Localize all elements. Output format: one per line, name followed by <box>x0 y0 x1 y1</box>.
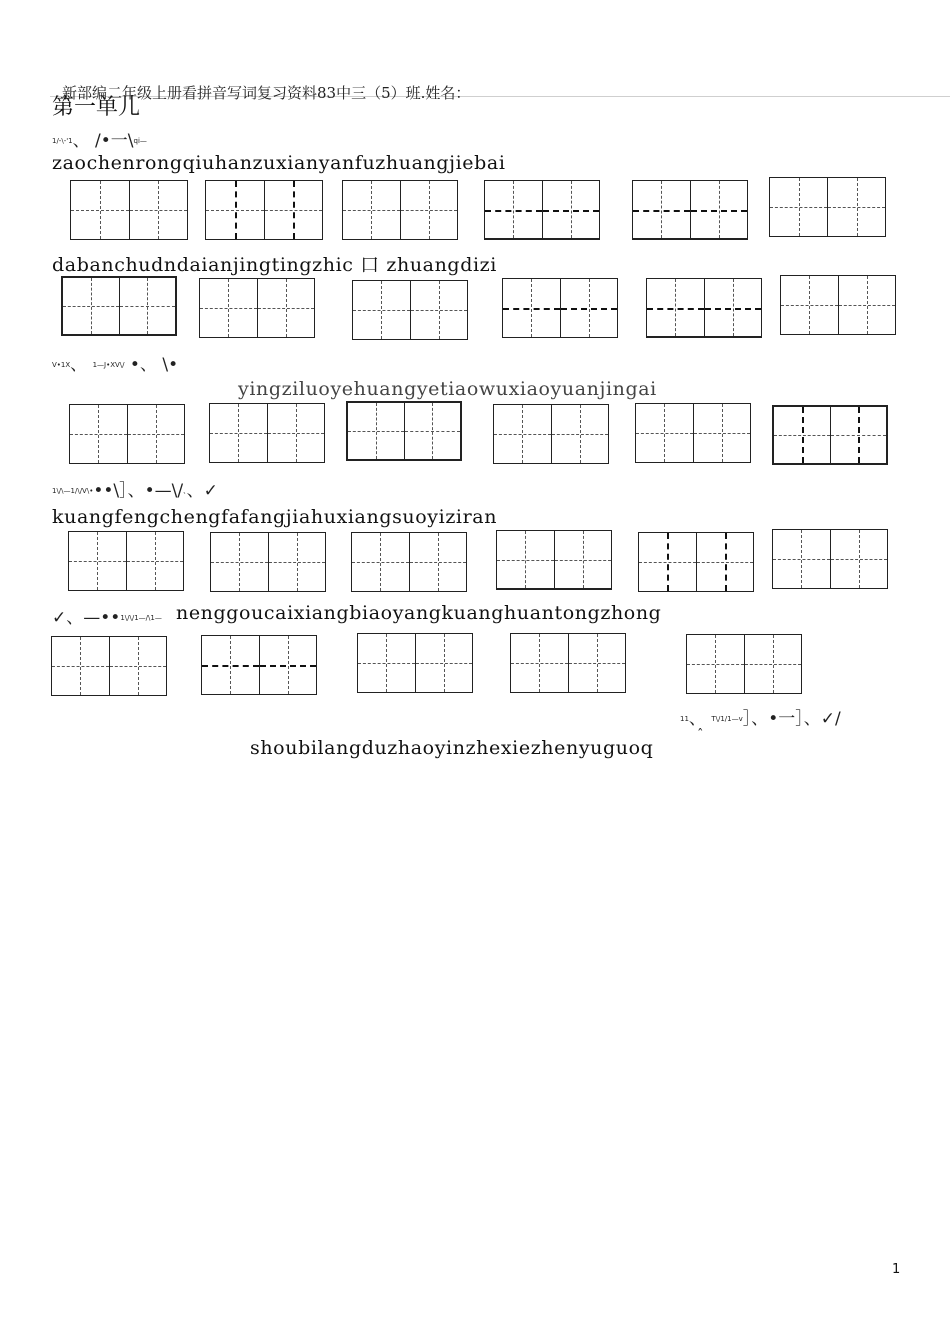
writing-box[interactable] <box>646 278 762 338</box>
writing-box[interactable] <box>510 633 626 693</box>
writing-box[interactable] <box>351 532 467 592</box>
pinyin-line: shoubilangduzhaoyinzhexiezhenyuguoq <box>250 737 654 759</box>
writing-box[interactable] <box>496 530 612 590</box>
writing-box[interactable] <box>199 278 315 338</box>
writing-box[interactable] <box>68 531 184 591</box>
ocr-noise-line: 1/-\-'1、 /•一\qi— <box>52 131 147 151</box>
writing-box[interactable] <box>638 532 754 592</box>
writing-box[interactable] <box>69 404 185 464</box>
writing-box[interactable] <box>342 180 458 240</box>
writing-box[interactable] <box>635 403 751 463</box>
writing-box[interactable] <box>484 180 600 240</box>
writing-box[interactable] <box>61 276 177 336</box>
writing-box[interactable] <box>780 275 896 335</box>
caret-mark: ˆ <box>697 728 704 743</box>
writing-box[interactable] <box>201 635 317 695</box>
writing-box[interactable] <box>502 278 618 338</box>
writing-box[interactable] <box>70 180 188 240</box>
writing-box[interactable] <box>772 405 888 465</box>
writing-box[interactable] <box>210 532 326 592</box>
ocr-noise-line: 1\/\—1/\/V\•••\］、•—\/、、✓ <box>52 481 218 501</box>
writing-box[interactable] <box>205 180 323 240</box>
pinyin-line: yingziluoyehuangyetiaowuxiaoyuanjingai <box>238 378 657 400</box>
pinyin-line: zaochenrongqiuhanzuxianyanfuzhuangjiebai <box>52 152 506 174</box>
unit-heading: 第一单儿 <box>52 95 141 120</box>
pinyin-line: dabanchudndaianjingtingzhic 口 zhuangdizi <box>52 254 497 276</box>
pinyin-line: kuangfengchengfafangjiahuxiangsuoyiziran <box>52 506 498 528</box>
pinyin-line: nenggoucaixiangbiaoyangkuanghuantongzhong <box>176 602 662 624</box>
writing-box[interactable] <box>51 636 167 696</box>
writing-box[interactable] <box>632 180 748 240</box>
worksheet-title: 新部编二年级上册看拼音写词复习资料83中三（5）班.姓名： <box>62 84 471 102</box>
ocr-noise-line: 11、 T\/1/1—v］、•一］、✓/ <box>680 709 841 729</box>
ocr-noise-line: ✓、—••1\/\/1—/\1— <box>52 608 162 628</box>
page-number: 1 <box>892 1262 901 1277</box>
writing-box[interactable] <box>352 280 468 340</box>
ocr-noise-line: V•1X、 1—J•XV\/ •、 \• <box>52 355 179 375</box>
writing-box[interactable] <box>209 403 325 463</box>
writing-box[interactable] <box>772 529 888 589</box>
writing-box[interactable] <box>346 401 462 461</box>
writing-box[interactable] <box>357 633 473 693</box>
writing-box[interactable] <box>686 634 802 694</box>
writing-box[interactable] <box>493 404 609 464</box>
writing-box[interactable] <box>769 177 886 237</box>
